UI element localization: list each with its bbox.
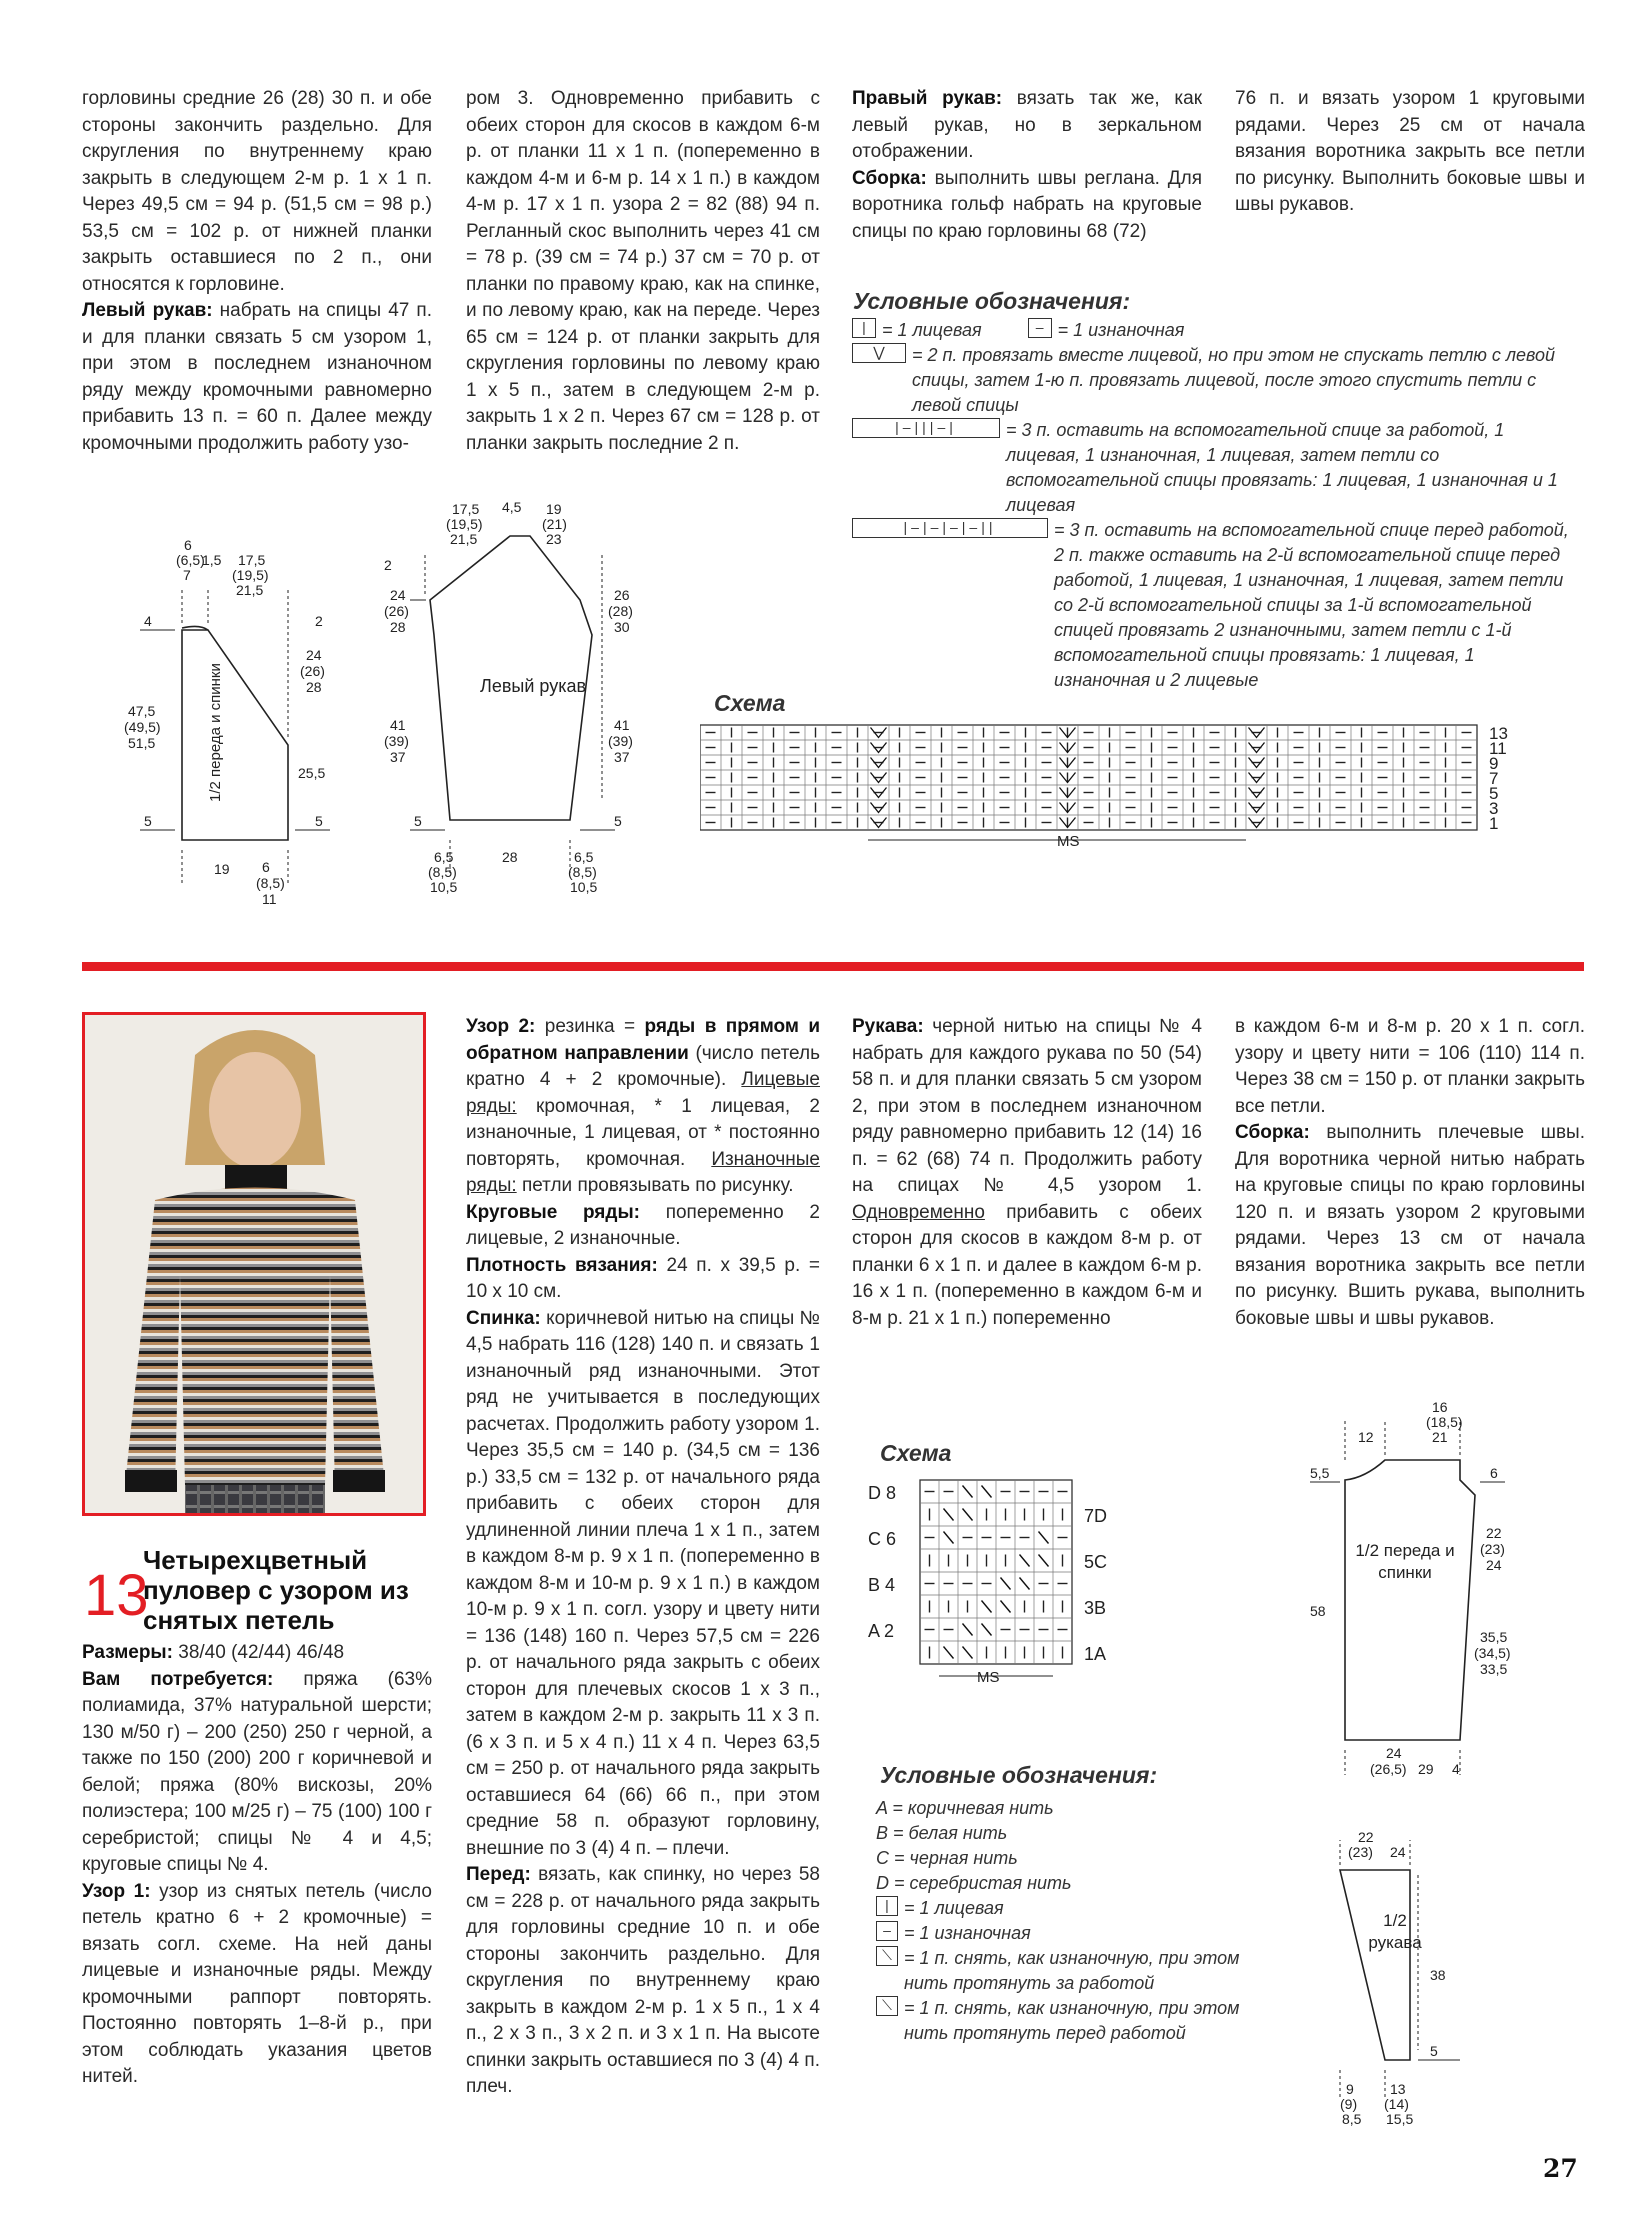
sizes-text: 38/40 (42/44) 46/48 <box>172 1642 345 1663</box>
body-top3: 21 <box>1432 1429 1448 1445</box>
bottom-scheme-row-right: 1A <box>1084 1644 1107 1664</box>
fb-half4: 11 <box>262 891 277 907</box>
top-scheme-title: Схема <box>714 690 786 716</box>
fb-len3: 51,5 <box>128 735 156 751</box>
pattern2-back: Изнаночные ряды: <box>466 1148 820 1196</box>
need-label: Вам потребуется: <box>82 1668 274 1690</box>
pattern2-a: резинка = <box>535 1016 645 1037</box>
sl-band-r: 5 <box>614 813 622 829</box>
top-scheme-ms: MS <box>1057 833 1080 850</box>
top-scheme-row-label: 11 <box>1489 739 1507 758</box>
sl-ragr3: 30 <box>614 619 630 635</box>
legend-k2tog: = 2 п. провязать вместе лицевой, но при этом не спускать петлю с левой спицы, затем 1-ю п. провязать лицевой, после этого спустить петли с левой спицы <box>912 345 1556 415</box>
pattern2-label: Узор 2: <box>466 1016 536 1037</box>
need-text: пряжа (63% полиамида, 37% натуральной шерсти; 130 м/50 г) – 200 (250) 250 г черной, а также по 150 (200) 200 г коричневой и белой; пряжа (80% вискозы, 20% полиэстера; 100 м/25 г) – 75 (100) 100 г серебристой; спицы № 4 и 4,5; круговые спицы № 4. <box>82 1668 432 1875</box>
pattern2-d: кромочная, * 1 лицевая, 2 изнаночные, 1 лицевая, от * постоянно повторять, кромочная. <box>466 1095 820 1170</box>
legend-cross2: = 3 п. оставить на вспомогательной спице перед работой, 2 п. также оставить на 2-й вспомогательной спице перед работой, 1 лицевая, 1 изнаночная, 1 лицевая, затем петли со 2-й вспомогательной спицы за 1-й вспомогательной спицей провязать 2 изнаночными, затем петли с 1-й вспомогательной спицы провязать: 1 лицевая, 1 изнаночная и 2 лицевые <box>1054 520 1569 690</box>
fb-band-l: 5 <box>144 813 152 829</box>
body-len: 58 <box>1310 1603 1326 1619</box>
top-scheme-row-label: 1 <box>1489 814 1499 833</box>
k2tog-cross-icon: ⋁ <box>852 343 906 363</box>
sl-br2: (8,5) <box>568 864 597 880</box>
right-sleeve-text: вязать так же, как левый рукав, но в зеркальном отображении. <box>852 88 1203 162</box>
diagram-left-sleeve <box>370 500 670 930</box>
pattern1-text: узор из снятых петель (число петель кратно 6 + 2 кромочные) = вязать согл. схеме. На ней даны лицевые и изнаночные ряды. Между кромочными раппорт повторять. Постоянно повторять 1–8-й р., при этом соблюдать указания цветов нитей. <box>82 1880 432 2087</box>
top-col-2 <box>466 86 820 457</box>
model-photo-image <box>85 1015 423 1513</box>
purl-icon-2: – <box>876 1921 898 1941</box>
fb-sh1: 17,5 <box>238 552 266 568</box>
legend-color-a: A = коричневая нить <box>876 1798 1054 1818</box>
round-text: попеременно 2 лицевые, 2 изнаночные. <box>466 1201 820 1249</box>
bottom-assembly-label: Сборка: <box>1235 1122 1310 1143</box>
diagram-front-back <box>120 540 360 920</box>
fb-rag1: 24 <box>306 647 322 663</box>
body-bot4: 4 <box>1452 1761 1460 1777</box>
sl-top1: 17,5 <box>452 501 480 517</box>
pattern2-c: (число петель кратно 4 + 2 кромочные). <box>466 1042 820 1090</box>
pattern-title: Четырехцветный пуловер с узором из снятых петель <box>143 1545 409 1635</box>
bottom-legend <box>876 1796 1276 2046</box>
body-side3: 33,5 <box>1480 1661 1508 1677</box>
sl2-top1: 22 <box>1358 1830 1374 1845</box>
sl-label: Левый рукав <box>480 676 587 696</box>
round-label: Круговые ряды: <box>466 1201 641 1223</box>
legend-purl: = 1 изнаночная <box>1057 320 1185 340</box>
top-col1-p1: горловины средние 26 (28) 30 п. и обе стороны закончить раздельно. Для скругления по внутреннему краю закрыть в следующем 2-м р. 1 х 1 п. Через 49,5 см = 94 р. (51,5 см = 98 р.) 53,5 см = 102 р. от нижней планки закрыть оставшиеся по 2 п., они относятся к горловине. <box>82 88 432 295</box>
fb-sh3: 21,5 <box>236 582 264 598</box>
page-number: 27 <box>1543 2154 1578 2183</box>
diagram-sleeve-2 <box>1310 1830 1510 2150</box>
slip-front-icon: ⟍ <box>876 1996 898 2016</box>
sl2-top2: (23) <box>1348 1844 1373 1860</box>
legend-knit: = 1 лицевая <box>882 320 982 340</box>
body-neck: 12 <box>1358 1429 1374 1445</box>
sl-bl3: 10,5 <box>430 879 458 895</box>
diagram-body <box>1290 1400 1530 1780</box>
sl-lenl3: 37 <box>390 749 406 765</box>
bottom-scheme-title: Схема <box>880 1440 952 1466</box>
fb-side: 25,5 <box>298 765 326 781</box>
sl2-c1: 13 <box>1390 2081 1406 2097</box>
bottom-legend-purl: = 1 изнаночная <box>904 1923 1031 1943</box>
legend-slip-back: = 1 п. снять, как изнаночную, при этом нить протянуть за работой <box>904 1948 1240 1993</box>
section-divider <box>82 962 1584 971</box>
sl-topr3: 23 <box>546 531 562 547</box>
sizes-label: Размеры: <box>82 1642 173 1663</box>
top-legend <box>852 318 1572 693</box>
top-col-4 <box>1235 86 1585 219</box>
body-side1: 35,5 <box>1480 1629 1508 1645</box>
back-text: коричневой нитью на спицы № 4,5 набрать 116 (128) 140 п. и связать 1 изнаночный ряд изнаночными. Этот ряд не учитывается в последующих расчетах. Продолжить работу узором 1. Через 35,5 см = 140 р. (34,5 см = 136 р.) 33,5 см = 132 р. от начального ряда прибавить с обеих сторон для удлиненной линии плеча 1 х 1 п., затем в каждом 8-м р. 9 х 1 п. (попеременно в каждом 8-м и 10-м р. 9 х 1 п.) в каждом 10-м р. 9 х 1 п. согл. узору и цвету нити = 136 (148) 160 п. Через 57,5 см = 226 р. от начального ряда закрыть с обеих сторон для плечевых скосов 1 х 3 п., затем в каждом 2-м р. закрыть 11 х 3 п. (6 х 3 п. и 5 х 4 п.) 11 х 4 п. Через 63,5 см = 250 р. от начального ряда закрыть оставшиеся 64 (66) 66 п., при этом средние 58 п. образуют горловину, внешние по 3 (4) 4 п. – плечи. <box>466 1307 820 1859</box>
fb-neck-w3: 7 <box>183 567 191 583</box>
bottom-scheme-row-right: 5C <box>1084 1552 1108 1572</box>
body-arm1: 22 <box>1486 1525 1502 1541</box>
pattern-number: 13 <box>84 1563 149 1628</box>
pattern2-b: ряды в прямом и обратном направлении <box>466 1016 821 1064</box>
fb-len1: 47,5 <box>128 703 156 719</box>
top-legend-title: Условные обозначения: <box>853 288 1131 314</box>
body-top2: (18,5) <box>1426 1414 1463 1430</box>
sl-lenr2: (39) <box>608 733 633 749</box>
fb-half3: (8,5) <box>256 875 285 891</box>
body-side2: (34,5) <box>1474 1645 1511 1661</box>
density-text: 24 п. х 39,5 р. = 10 х 10 см. <box>466 1254 820 1302</box>
sl-bl1: 6,5 <box>434 849 454 865</box>
sl2-top3: 24 <box>1390 1844 1406 1860</box>
simultaneously-text: Одновременно <box>852 1201 985 1223</box>
legend-color-d: D = серебристая нить <box>876 1873 1072 1893</box>
fb-half2: 6 <box>262 859 270 875</box>
legend-color-c: C = черная нить <box>876 1848 1018 1868</box>
sl-bl2: (8,5) <box>428 864 457 880</box>
legend-slip-front: = 1 п. снять, как изнаночную, при этом нить протянуть перед работой <box>904 1998 1240 2043</box>
bottom-col-1 <box>82 1640 432 2091</box>
sl-band-l: 5 <box>414 813 422 829</box>
purl-icon: – <box>1028 318 1052 338</box>
sl2-c2: (14) <box>1384 2096 1409 2112</box>
pattern2-face: Лицевые ряды: <box>466 1069 820 1117</box>
top-col-3 <box>852 86 1202 245</box>
sl-ragr1: 26 <box>614 587 630 603</box>
body-bot1: 24 <box>1386 1745 1402 1761</box>
bottom-assembly-text: выполнить плечевые швы. Для воротника черной нитью набрать на круговые спицы по краю горловины 120 п. и вязать узором 2 круговыми рядами. Через 13 см от начала вязания воротника закрыть все петли по рисунку. Вшить рукава, выполнить боковые швы и швы рукавов. <box>1235 1122 1585 1329</box>
back-label: Спинка: <box>466 1307 541 1329</box>
fb-right2: 2 <box>315 613 323 629</box>
sl-topr1: 19 <box>546 501 562 517</box>
front-text: вязать, как спинку, но через 58 см = 228 р. от начального ряда закрыть для горловины средние 10 п. и обе стороны закончить раздельно. Для скругления по внутреннему краю закрыть в каждом 2-м р. 1 х 5 п., 1 х 4 п., 2 х 3 п., 3 х 2 п. и 3 х 1 п. На высоте спинки закрыть оставшиеся по 3 (4) 4 п. плеч. <box>466 1864 820 2097</box>
bottom-scheme-row-right: 7D <box>1084 1506 1108 1526</box>
bottom-col4-text: в каждом 6-м и 8-м р. 20 х 1 п. согл. узору и цвету нити = 106 (110) 114 п. Через 38 см = 150 р. от планки закрыть все петли. <box>1235 1016 1585 1117</box>
sl-lenl1: 41 <box>390 717 406 733</box>
sleeves-text: черной нитью на спицы № 4 набрать для каждого рукава по 50 (54) 58 п. и для планки связать 5 см узором 2, при этом в последнем изнаночном ряду равномерно прибавить 12 (14) 16 п. = 62 (68) 74 п. Продолжить работу на спицах № 4,5 узором 1. <box>852 1016 1202 1196</box>
fb-neck-w: 6 <box>184 540 192 553</box>
sl-ragl2: (26) <box>384 603 409 619</box>
body-arm3: 24 <box>1486 1557 1502 1573</box>
sleeves-text-2: прибавить с обеих сторон для скосов в каждом 8-м р. от планки 6 х 1 п. и далее в каждом 6-м р. 16 х 1 п. (попеременно в каждом 6-м и 8-м р. 21 х 1 п.) попеременно <box>852 1201 1202 1329</box>
sl2-len: 38 <box>1430 1967 1446 1983</box>
sl-top2: (19,5) <box>446 516 483 532</box>
left-sleeve-text: набрать на спицы 47 п. и для планки связать 5 см узором 1, при этом в последнем изнаночном ряду между кромочными равномерно прибавить 13 п. = 60 п. Далее между кромочными продолжить работу узо- <box>82 300 432 454</box>
top-col4-text: 76 п. и вязать узором 1 круговыми рядами. Через 25 см от начала вязания воротника закрыть все петли по рисунку. Выполнить боковые швы и швы рукавов. <box>1235 88 1585 215</box>
top-scheme-row-label: 13 <box>1489 724 1508 743</box>
sl-topm: 4,5 <box>502 500 522 515</box>
fb-neck-w2: (6,5) <box>176 552 205 568</box>
sl2-b3: 8,5 <box>1342 2111 1362 2127</box>
sl2-c3: 15,5 <box>1386 2111 1414 2127</box>
assembly-label: Сборка: <box>852 167 927 189</box>
body-label: 1/2 переда и спинки <box>1355 1541 1455 1582</box>
fb-band-r: 5 <box>315 813 323 829</box>
left-sleeve-label: Левый рукав: <box>82 300 213 321</box>
assembly-text: выполнить швы реглана. Для воротника гольф набрать на круговые спицы по краю горловины 68 (72) <box>852 167 1202 242</box>
fb-left4: 4 <box>144 613 152 629</box>
model-photo <box>82 1012 426 1516</box>
front-label: Перед: <box>466 1864 531 1885</box>
right-sleeve-label: Правый рукав: <box>852 88 1003 109</box>
bottom-col-4 <box>1235 1014 1585 1332</box>
body-top1: 16 <box>1432 1400 1448 1415</box>
fb-neck-h: 1,5 <box>202 552 222 568</box>
cable-back-icon: |–|||–| <box>852 418 1000 438</box>
bottom-col-2 <box>466 1014 820 2101</box>
sl2-label: 1/2 рукава <box>1368 1911 1422 1952</box>
bottom-scheme-row-left: D 8 <box>868 1483 897 1503</box>
sl-br3: 10,5 <box>570 879 598 895</box>
bottom-scheme-row-right: 3B <box>1084 1598 1107 1618</box>
bottom-scheme-row-left: B 4 <box>868 1575 896 1595</box>
top-scheme-row-label: 5 <box>1489 784 1499 803</box>
cable-front-icon: |–|–|–|–|| <box>852 518 1048 538</box>
pattern1-label: Узор 1: <box>82 1880 151 1902</box>
bottom-scheme-row-left: C 6 <box>868 1529 897 1549</box>
knit-icon: | <box>852 318 876 338</box>
bottom-scheme-row-left: A 2 <box>868 1621 895 1641</box>
top-col-1 <box>82 86 432 457</box>
sl-ragl1: 24 <box>390 587 406 603</box>
legend-color-b: B = белая нить <box>876 1823 1008 1843</box>
body-arm2: (23) <box>1480 1541 1505 1557</box>
density-label: Плотность вязания: <box>466 1254 658 1276</box>
knit-icon-2: | <box>876 1896 898 1916</box>
bottom-legend-knit: = 1 лицевая <box>904 1898 1004 1918</box>
bottom-legend-title: Условные обозначения: <box>880 1762 1158 1788</box>
sl-ragr2: (28) <box>608 603 633 619</box>
top-scheme-row-label: 3 <box>1489 799 1499 818</box>
sl2-band: 5 <box>1430 2043 1438 2059</box>
top-scheme-chart <box>700 720 1580 940</box>
sl-l2: 2 <box>384 557 392 573</box>
fb-len2: (49,5) <box>124 719 161 735</box>
sl2-b2: (9) <box>1340 2096 1358 2112</box>
body-bot2: (26,5) <box>1370 1761 1407 1777</box>
bottom-col-3 <box>852 1014 1202 1332</box>
sl2-b1: 9 <box>1346 2081 1354 2097</box>
sl-bot: 28 <box>502 849 518 865</box>
body-l55: 5,5 <box>1310 1465 1330 1481</box>
sleeves-label: Рукава: <box>852 1016 924 1037</box>
bottom-scheme-ms: MS <box>977 1669 1000 1686</box>
slip-back-icon: ⟍ <box>876 1946 898 1966</box>
top-scheme-row-label: 7 <box>1489 769 1499 788</box>
sl-ragl3: 28 <box>390 619 406 635</box>
sl-top3: 21,5 <box>450 531 478 547</box>
fb-rag2: (26) <box>300 663 325 679</box>
body-bot3: 29 <box>1418 1761 1434 1777</box>
bottom-scheme-chart <box>868 1470 1128 1720</box>
top-col2-text: ром 3. Одновременно прибавить с обеих сторон для скосов в каждом 6-м р. от планки 11 х 1 п. (попеременно в каждом 4-м и 6-м р. 14 х 1 п.) в каждом 4-м р. 17 х 1 п. узора 2 = 82 (88) 94 п. Регланный скос выполнить через 41 см = 78 р. (39 см = 74 р.) 37 см = 70 р. от планки по правому краю, как на спинке, и по левому краю, как на переде. Через 65 см = 124 р. от планки закрыть для скругления горловины по левому краю 1 х 5 п., затем в следующем 2-м р. закрыть 1 х 2 п. Через 67 см = 128 р. от планки закрыть последние 2 п. <box>466 88 820 454</box>
legend-cross1: = 3 п. оставить на вспомогательной спице за работой, 1 лицевая, 1 изнаночная, 1 лицевая, затем петли со вспомогательной спицы провязать: 1 лицевая, 1 изнаночная и 1 лицевая <box>1006 420 1558 515</box>
pattern2-e: петли провязывать по рисунку. <box>516 1175 794 1196</box>
sl-topr2: (21) <box>542 516 567 532</box>
sl-lenl2: (39) <box>384 733 409 749</box>
fb-sh2: (19,5) <box>232 567 269 583</box>
sl-br1: 6,5 <box>574 849 594 865</box>
top-scheme-row-label: 9 <box>1489 754 1499 773</box>
fb-label: 1/2 переда и спинки <box>207 663 224 802</box>
sl-lenr1: 41 <box>614 717 630 733</box>
sl-lenr3: 37 <box>614 749 630 765</box>
fb-half1: 19 <box>214 861 230 877</box>
fb-rag3: 28 <box>306 679 322 695</box>
body-r6: 6 <box>1490 1465 1498 1481</box>
